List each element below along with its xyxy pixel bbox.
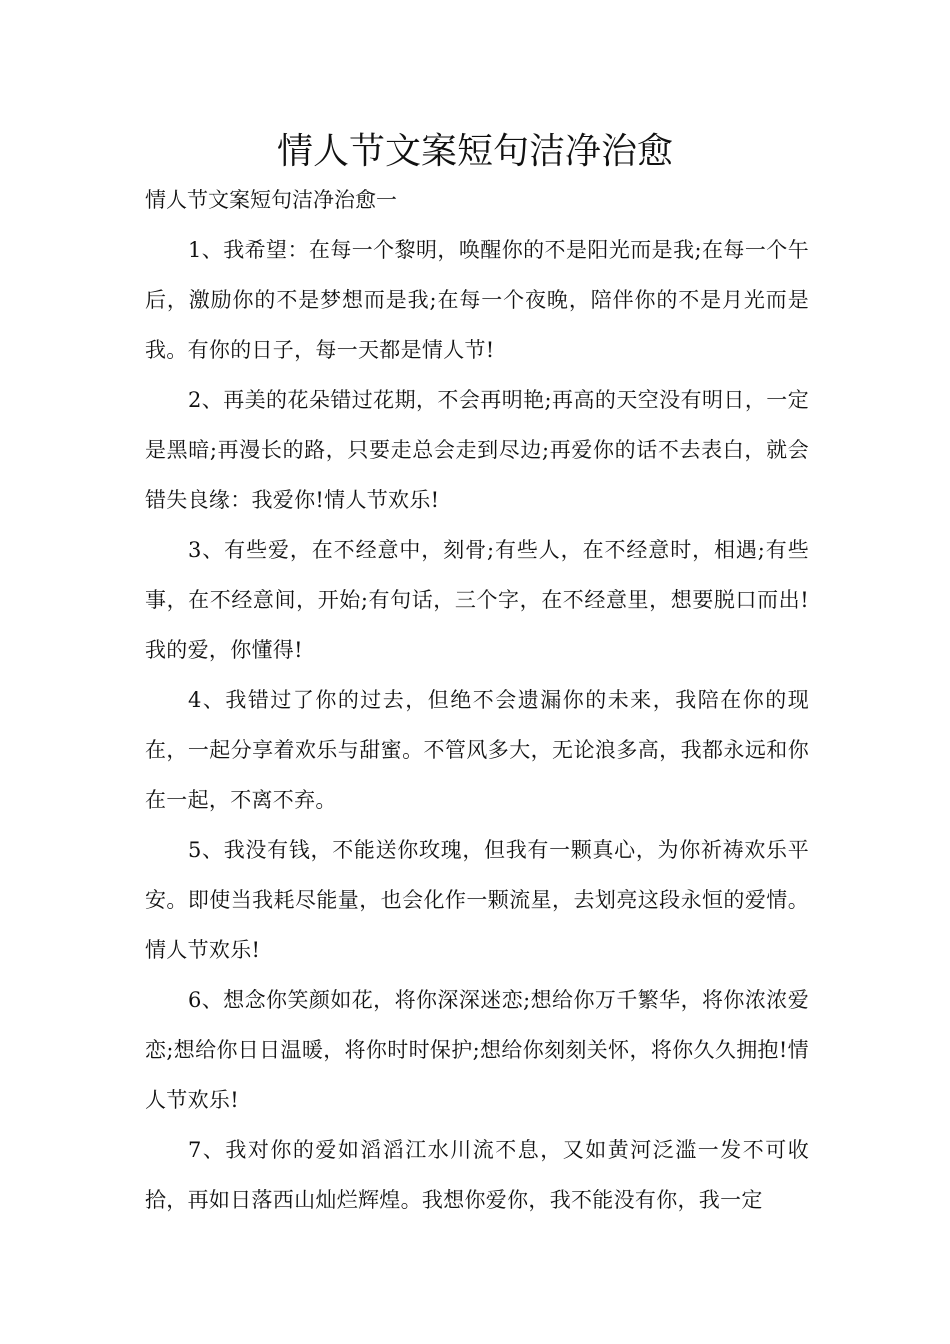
paragraph-2: 2、再美的花朵错过花期，不会再明艳;再高的天空没有明日，一定是黑暗;再漫长的路，只要走总会走到尽边;再爱你的话不去表白，就会错失良缘：我爱你!情人节欢乐!	[145, 388, 809, 512]
document-title: 情人节文案短句洁净治愈	[276, 131, 673, 172]
paragraph-1: 1、我希望：在每一个黎明，唤醒你的不是阳光而是我;在每一个午后，激励你的不是梦想而是我;在每一个夜晚，陪伴你的不是月光而是我。有你的日子，每一天都是情人节!	[145, 238, 809, 362]
paragraph-6: 6、想念你笑颜如花，将你深深迷恋;想给你万千繁华，将你浓浓爱恋;想给你日日温暖，将你时时保护;想给你刻刻关怀，将你久久拥抱!情人节欢乐!	[145, 988, 809, 1112]
paragraph-3: 3、有些爱，在不经意中，刻骨;有些人，在不经意时，相遇;有些事，在不经意间，开始;有句话，三个字，在不经意里，想要脱口而出!我的爱，你懂得!	[145, 538, 809, 662]
section-heading: 情人节文案短句洁净治愈一	[145, 188, 397, 212]
paragraph-4: 4、我错过了你的过去，但绝不会遗漏你的未来，我陪在你的现在，一起分享着欢乐与甜蜜。不管风多大，无论浪多高，我都永远和你在一起，不离不弃。	[145, 688, 809, 812]
paragraph-5: 5、我没有钱，不能送你玫瑰，但我有一颗真心，为你祈祷欢乐平安。即使当我耗尽能量，也会化作一颗流星，去划亮这段永恒的爱情。情人节欢乐!	[145, 838, 809, 962]
document-body	[145, 225, 809, 1225]
paragraph-7: 7、我对你的爱如滔滔江水川流不息，又如黄河泛滥一发不可收拾，再如日落西山灿烂辉煌。我想你爱你，我不能没有你，我一定	[145, 1138, 809, 1212]
